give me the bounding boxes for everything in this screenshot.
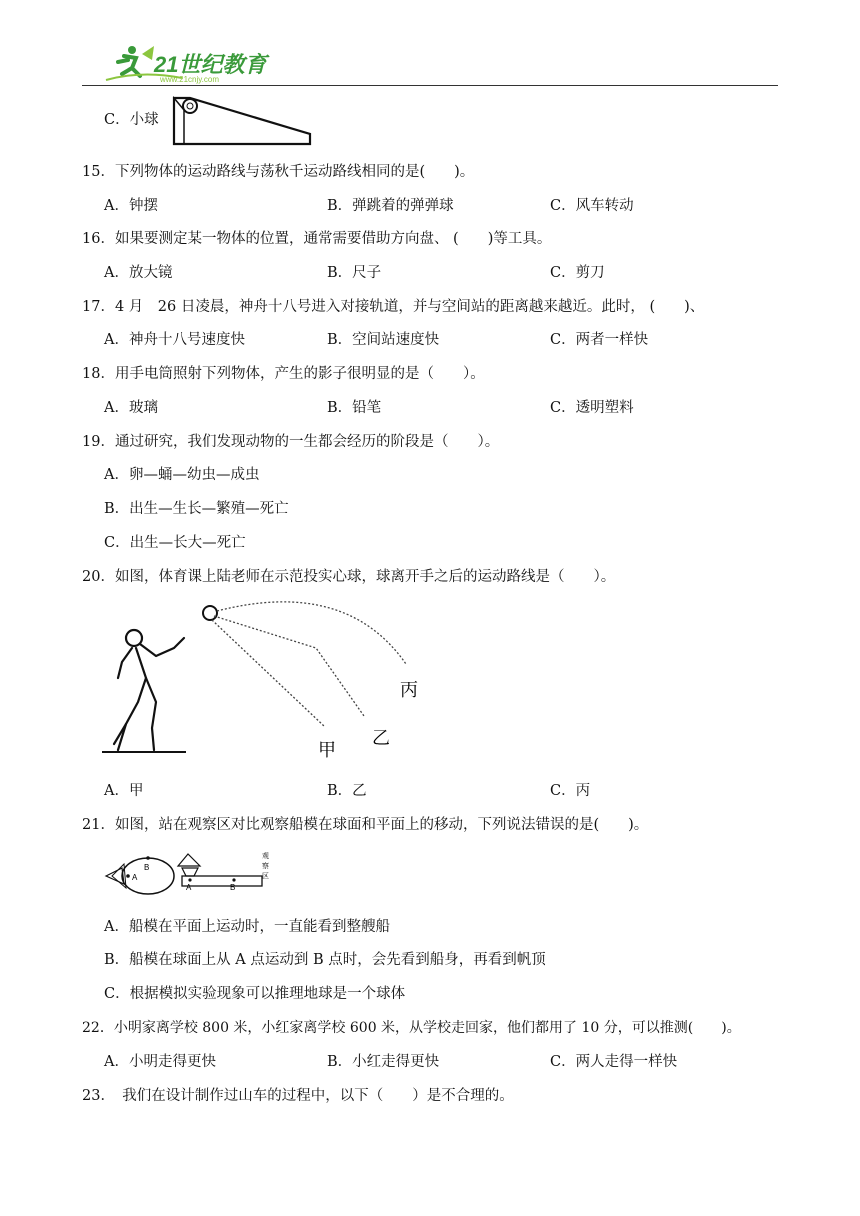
question-19-option-a: A．卵—蛹—幼虫—成虫 bbox=[104, 467, 260, 483]
label-cha: 察 bbox=[262, 862, 269, 870]
question-19-option-c: C．出生—长大—死亡 bbox=[104, 535, 246, 551]
question-20-stem: 20．如图，体育课上陆老师在示范投实心球，球离开手之后的运动路线是（ ）。 bbox=[82, 569, 616, 585]
question-22-option-a: A．小明走得更快 bbox=[104, 1054, 216, 1070]
question-21-option-b: B．船模在球面上从 A 点运动到 B 点时，会先看到船身，再看到帆顶 bbox=[104, 952, 546, 968]
logo bbox=[102, 40, 302, 84]
logo-text: 21世纪教育 bbox=[154, 52, 267, 77]
question-17-option-c: C．两者一样快 bbox=[550, 332, 649, 348]
label-jia: 甲 bbox=[318, 740, 336, 761]
question-16-stem: 16．如果要测定某一物体的位置，通常需要借助方向盘、 ( )等工具。 bbox=[82, 231, 552, 247]
question-18-stem: 18．用手电筒照射下列物体，产生的影子很明显的是（ ）。 bbox=[82, 366, 485, 382]
question-21-option-a: A．船模在平面上运动时，一直能看到整艘船 bbox=[104, 919, 390, 935]
label-a-plane: A bbox=[186, 883, 192, 892]
ship-model-figure bbox=[102, 846, 282, 896]
question-18-option-a: A．玻璃 bbox=[104, 400, 158, 416]
point-a-plane bbox=[188, 878, 191, 881]
logo-url: www.21cnjy.com bbox=[160, 75, 219, 84]
question-17-option-b: B．空间站速度快 bbox=[327, 332, 440, 348]
question-16-option-c: C．剪刀 bbox=[550, 265, 605, 281]
point-b-sphere bbox=[146, 856, 150, 860]
ship-on-plane bbox=[178, 854, 200, 866]
question-18-option-c: C．透明塑料 bbox=[550, 400, 634, 416]
shot-put-figure bbox=[96, 598, 436, 766]
flat-plane bbox=[182, 876, 262, 886]
question-20-option-a: A．甲 bbox=[104, 783, 144, 799]
label-a-sphere: A bbox=[132, 873, 138, 882]
question-20-option-c: C．丙 bbox=[550, 783, 591, 799]
question-21-stem: 21．如图，站在观察区对比观察船模在球面和平面上的移动，下列说法错误的是( )。 bbox=[82, 817, 649, 833]
question-16-option-a: A．放大镜 bbox=[104, 265, 173, 281]
athlete-icon bbox=[114, 630, 184, 750]
question-18-option-b: B．铅笔 bbox=[327, 400, 382, 416]
question-22-stem: 22．小明家离学校 800 米，小红家离学校 600 米，从学校走回家，他们都用了 10 分，可以推测( )。 bbox=[82, 1020, 741, 1036]
label-b-sphere: B bbox=[144, 863, 150, 872]
q14-option-c: C．小球 bbox=[104, 112, 159, 128]
ball-inner bbox=[187, 103, 193, 109]
ship-hull bbox=[182, 868, 198, 876]
question-22-option-b: B．小红走得更快 bbox=[327, 1054, 440, 1070]
trajectory-bing bbox=[217, 602, 406, 664]
label-b-plane: B bbox=[230, 883, 236, 892]
question-22-option-c: C．两人走得一样快 bbox=[550, 1054, 678, 1070]
question-20-option-b: B．乙 bbox=[327, 783, 367, 799]
trajectory-jia bbox=[212, 620, 324, 726]
point-b-plane bbox=[232, 878, 235, 881]
ramp bbox=[174, 98, 310, 144]
label-yi: 乙 bbox=[372, 728, 390, 749]
question-15-option-a: A．钟摆 bbox=[104, 198, 158, 214]
question-15-stem: 15．下列物体的运动路线与荡秋千运动路线相同的是( )。 bbox=[82, 164, 475, 180]
page-header bbox=[82, 36, 778, 86]
label-guan: 观 bbox=[262, 852, 269, 860]
header-divider bbox=[82, 85, 778, 86]
shot-ball bbox=[203, 606, 217, 620]
question-19-option-b: B．出生—生长—繁殖—死亡 bbox=[104, 501, 289, 517]
ramp-ball-figure bbox=[170, 92, 315, 148]
question-23-stem: 23． 我们在设计制作过山车的过程中，以下（ ）是不合理的。 bbox=[82, 1088, 514, 1104]
ball bbox=[183, 99, 197, 113]
point-a-sphere bbox=[126, 874, 130, 878]
question-17-stem: 17．4 月 26 日凌晨，神舟十八号进入对接轨道，并与空间站的距离越来越近。此时， ( )、 bbox=[82, 299, 705, 315]
question-16-option-b: B．尺子 bbox=[327, 265, 382, 281]
question-17-option-a: A．神舟十八号速度快 bbox=[104, 332, 245, 348]
question-21-option-c: C．根据模拟实验现象可以推理地球是一个球体 bbox=[104, 986, 406, 1002]
label-qu: 区 bbox=[262, 872, 269, 880]
question-15-option-c: C．风车转动 bbox=[550, 198, 634, 214]
trajectory-yi bbox=[214, 616, 364, 716]
label-bing: 丙 bbox=[400, 680, 418, 701]
question-15-option-b: B．弹跳着的弹弹球 bbox=[327, 198, 454, 214]
question-19-stem: 19．通过研究，我们发现动物的一生都会经历的阶段是（ ）。 bbox=[82, 434, 500, 450]
